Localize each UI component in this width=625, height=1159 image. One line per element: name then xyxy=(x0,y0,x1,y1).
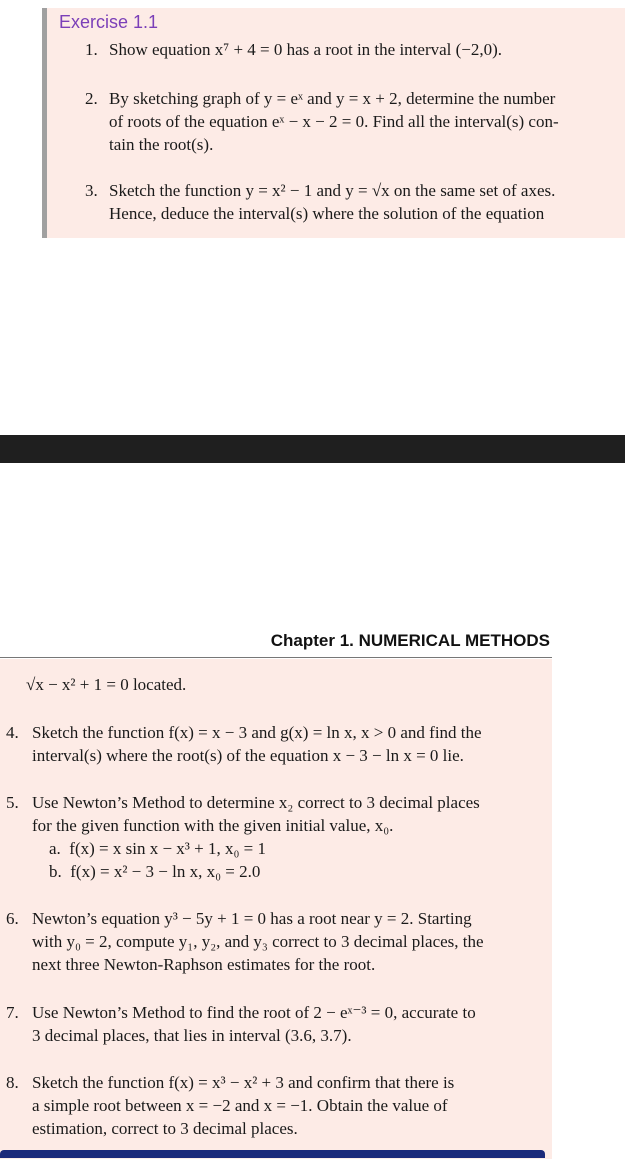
item-subline-b: b. f(x) = x² − 3 − ln x, x₀ = 2.0 xyxy=(32,862,261,881)
continuation-text: √x − x² + 1 = 0 located. xyxy=(26,675,187,694)
item-line: of roots of the equation eˣ − x − 2 = 0. Find all the interval(s) con- xyxy=(109,112,559,131)
item-number: 7. xyxy=(6,1003,19,1022)
item-line: Sketch the function f(x) = x³ − x² + 3 and confirm that there is xyxy=(32,1073,455,1092)
item-line: Sketch the function f(x) = x − 3 and g(x) = ln x, x > 0 and find the xyxy=(32,723,482,742)
item-line: Sketch the function y = x² − 1 and y = √x on the same set of axes. xyxy=(109,181,556,200)
item-line: a simple root between x = −2 and x = −1. Obtain the value of xyxy=(32,1096,448,1115)
exercise-box-continued xyxy=(0,659,552,1159)
item-line: Hence, deduce the interval(s) where the solution of the equation xyxy=(109,204,545,223)
item-line: Newton’s equation y³ − 5y + 1 = 0 has a root near y = 2. Starting xyxy=(32,909,472,928)
item-line: tain the root(s). xyxy=(109,135,214,154)
bottom-scroll-edge xyxy=(0,1150,545,1158)
item-number: 6. xyxy=(6,909,19,928)
item-line: with y₀ = 2, compute y₁, y₂, and y₃ correct to 3 decimal places, the xyxy=(32,932,484,951)
page-top xyxy=(0,0,625,430)
item-line: interval(s) where the root(s) of the equation x − 3 − ln x = 0 lie. xyxy=(32,746,464,765)
item-line: 3 decimal places, that lies in interval (3.6, 3.7). xyxy=(32,1026,352,1045)
item-number: 2. xyxy=(85,89,98,108)
item-line: estimation, correct to 3 decimal places. xyxy=(32,1119,298,1138)
page-bottom xyxy=(0,463,625,1154)
item-subline-a: a. f(x) = x sin x − x³ + 1, x₀ = 1 xyxy=(32,839,266,858)
item-number: 3. xyxy=(85,181,98,200)
item-line: Show equation x⁷ + 4 = 0 has a root in the interval (−2,0). xyxy=(109,40,503,59)
item-number: 4. xyxy=(6,723,19,742)
item-line: for the given function with the given initial value, x₀. xyxy=(32,816,394,835)
exercise-box xyxy=(42,8,625,238)
item-line: Use Newton’s Method to determine x₂ correct to 3 decimal places xyxy=(32,793,480,812)
item-number: 5. xyxy=(6,793,19,812)
page-divider xyxy=(0,435,625,463)
item-number: 1. xyxy=(85,40,98,59)
running-header: Chapter 1. NUMERICAL METHODS xyxy=(270,631,550,650)
continuation-line xyxy=(26,673,186,696)
item-line: By sketching graph of y = eˣ and y = x + 2, determine the number xyxy=(109,89,556,108)
exercise-title: Exercise 1.1 xyxy=(59,12,159,32)
header-rule xyxy=(0,657,552,658)
item-line: next three Newton-Raphson estimates for the root. xyxy=(32,955,376,974)
item-line: Use Newton’s Method to find the root of 2 − eˣ⁻³ = 0, accurate to xyxy=(32,1003,476,1022)
item-number: 8. xyxy=(6,1073,19,1092)
